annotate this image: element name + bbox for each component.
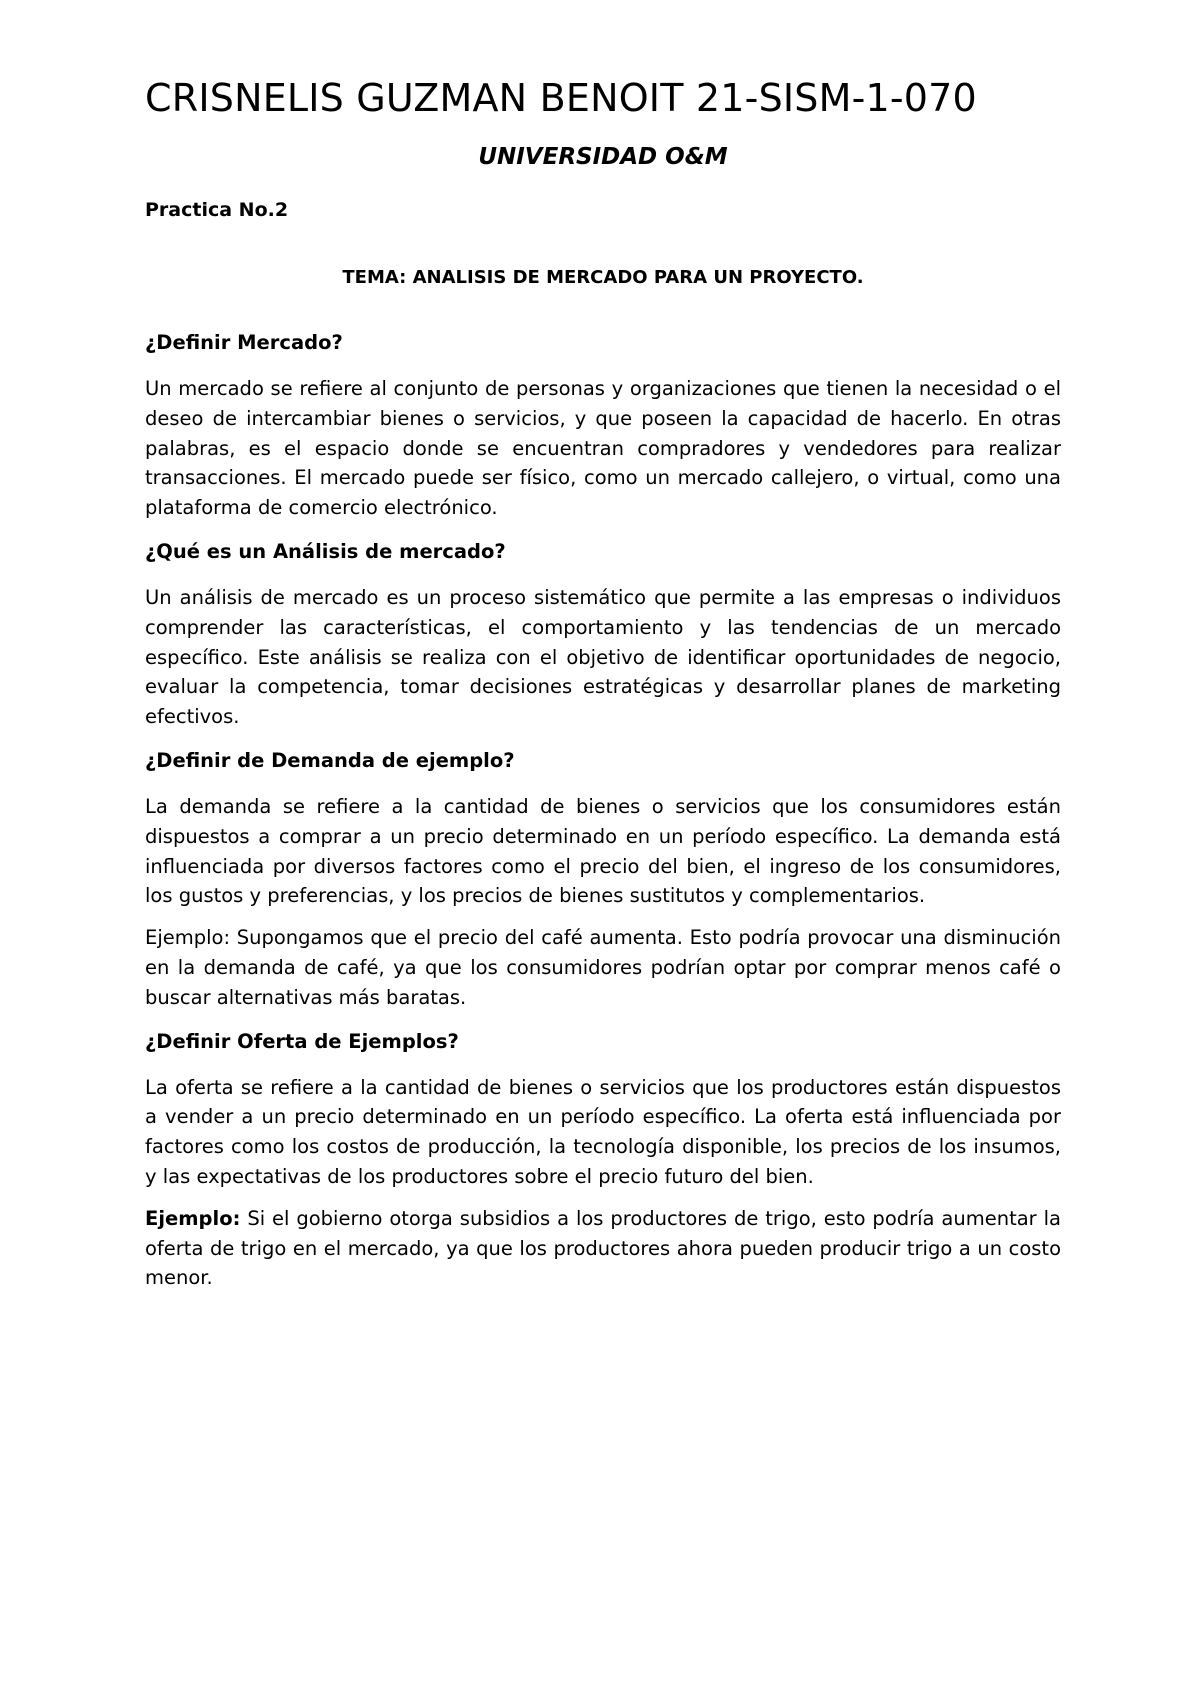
- paragraph-market-analysis: Un análisis de mercado es un proceso sistemático que permite a las empresas o individuos comprender las características, el comportamiento y las tendencias de un mercado específico. Este análisis se realiza con el objetivo de identificar oportunidades de negocio, evaluar la competencia, tomar decisiones estratégicas y desarrollar planes de marketing efectivos.: [145, 585, 1061, 729]
- paragraph-supply-example: [145, 1204, 1061, 1293]
- paragraph-supply: La oferta se refiere a la cantidad de bienes o servicios que los productores están dispuestos a vender a un precio determinado en un período específico. La oferta está influenciada por factores como los costos de producción, la tecnología disponible, los precios de los insumos, y las expectativas de los productores sobre el precio futuro del bien.: [145, 1075, 1061, 1188]
- practice-number: Practica No.2: [145, 199, 289, 221]
- topic-heading: TEMA: ANALISIS DE MERCADO PARA UN PROYECTO.: [342, 267, 864, 288]
- supply-example-label: Ejemplo:: [145, 1206, 241, 1230]
- university-heading: UNIVERSIDAD O&M: [478, 144, 728, 170]
- author-line: CRISNELIS GUZMAN BENOIT 21-SISM-1-070: [145, 76, 977, 120]
- question-supply: ¿Definir Oferta de Ejemplos?: [145, 1029, 459, 1053]
- supply-example-text: Si el gobierno otorga subsidios a los productores de trigo, esto podría aumentar la oferta de trigo en el mercado, ya que los productores ahora pueden producir trigo a un costo menor.: [145, 1206, 1061, 1290]
- question-market-analysis: ¿Qué es un Análisis de mercado?: [145, 539, 506, 563]
- question-demand: ¿Definir de Demanda de ejemplo?: [145, 748, 515, 772]
- paragraph-demand: La demanda se refiere a la cantidad de bienes o servicios que los consumidores están dispuestos a comprar a un precio determinado en un período específico. La demanda está influenciada por diversos factores como el precio del bien, el ingreso de los consumidores, los gustos y preferencias, y los precios de bienes sustitutos y complementarios.: [145, 794, 1061, 908]
- document-page: [145, 70, 1061, 1293]
- paragraph-market: Un mercado se refiere al conjunto de personas y organizaciones que tienen la necesidad o el deseo de intercambiar bienes o servicios, y que poseen la capacidad de hacerlo. En otras palabras, es el espacio donde se encuentran compradores y vendedores para realizar transacciones. El mercado puede ser físico, como un mercado callejero, o virtual, como una plataforma de comercio electrónico.: [145, 377, 1061, 520]
- question-market: ¿Definir Mercado?: [145, 331, 343, 354]
- paragraph-demand-example: Ejemplo: Supongamos que el precio del café aumenta. Esto podría provocar una disminución en la demanda de café, ya que los consumidores podrían optar por comprar menos café o buscar alternativas más baratas.: [145, 926, 1061, 1009]
